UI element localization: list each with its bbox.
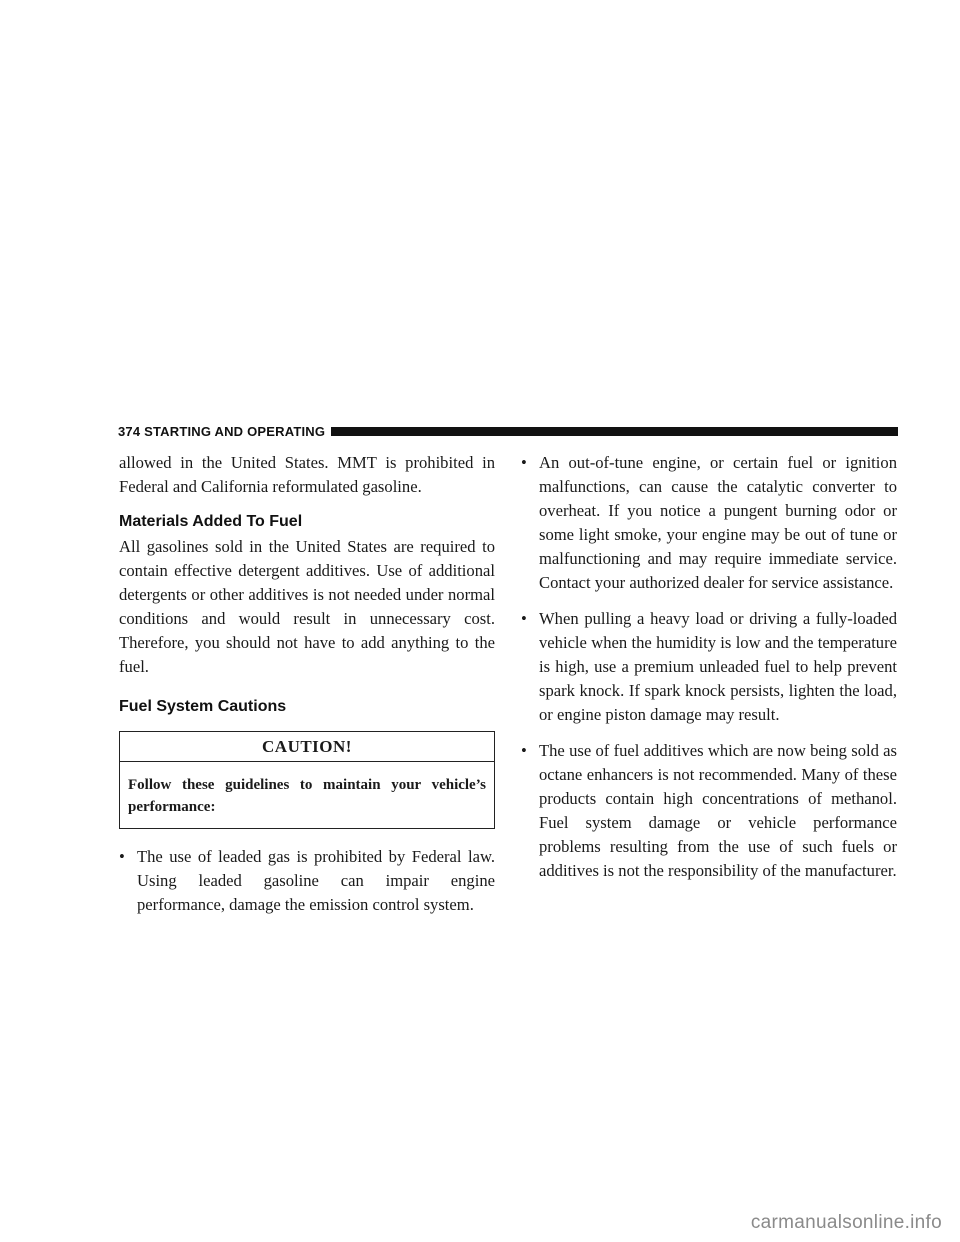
list-item-text: When pulling a heavy load or driving a fully-loaded vehicle when the humidity is low and the temperature is high, use a premium unleaded fuel to help prevent spark knock. If spark knock persists, lighten the load, or engine piston damage may result. <box>539 609 897 724</box>
section-body-materials: All gasolines sold in the United States are required to contain effective detergent additives. Use of additional detergents or other additives is not needed under normal conditions and would result in unnecessary cost. Therefore, you should not have to add anything to the fuel. <box>119 537 495 676</box>
caution-box <box>119 731 495 829</box>
bullet-icon: • <box>521 453 527 472</box>
list-item <box>521 607 897 727</box>
caution-title: CAUTION! <box>120 732 494 762</box>
section-heading-cautions: Fuel System Cautions <box>119 698 287 715</box>
section-heading-materials: Materials Added To Fuel <box>119 513 303 530</box>
list-item <box>521 739 897 883</box>
caution-body: Follow these guidelines to maintain your vehicle’s performance: <box>128 777 486 815</box>
intro-paragraph: allowed in the United States. MMT is prohibited in Federal and California reformulated gasoline. <box>119 453 495 496</box>
list-item-text: The use of fuel additives which are now being sold as octane enhancers is not recommended. Many of these products contain high concentrations of methanol. Fuel system damage or vehicle performance problems resulting from the use of such fuels or additives is not the responsibility of the manufacturer. <box>539 741 897 880</box>
list-item-text: The use of leaded gas is prohibited by Federal law. Using leaded gasoline can impair engine performance, damage the emission control system. <box>137 847 495 914</box>
bullet-icon: • <box>119 847 125 866</box>
right-column <box>521 451 897 895</box>
list-item <box>521 451 897 595</box>
bullet-icon: • <box>521 741 527 760</box>
list-item-text: An out-of-tune engine, or certain fuel or ignition malfunctions, can cause the catalytic converter to overheat. If you notice a pungent burning odor or some light smoke, your engine may be out of tune or malfunctioning and may require immediate service. Contact your authorized dealer for service assistance. <box>539 453 897 592</box>
left-column <box>119 451 495 929</box>
page-number-section-label: 374 STARTING AND OPERATING <box>118 423 326 439</box>
list-item <box>119 845 495 917</box>
watermark: carmanualsonline.info <box>750 1212 942 1233</box>
page-header <box>118 420 898 442</box>
header-rule <box>331 427 898 436</box>
bullet-icon: • <box>521 609 527 628</box>
